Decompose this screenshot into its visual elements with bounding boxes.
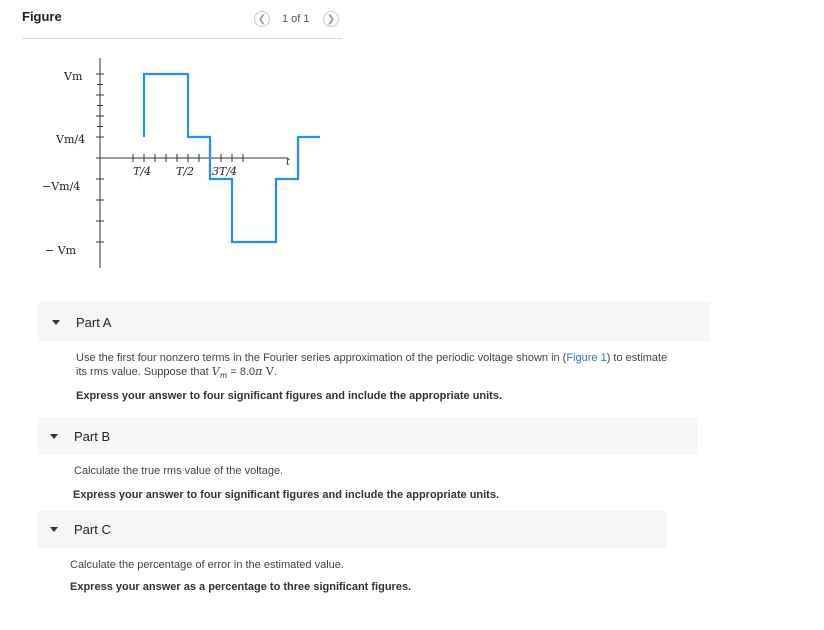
part-b-header[interactable] bbox=[38, 417, 697, 455]
part-a-text-3: its rms value. Suppose that bbox=[76, 366, 212, 378]
part-c-label: Part C bbox=[74, 522, 111, 537]
vm-equals: = 8.0 bbox=[227, 366, 256, 378]
part-a-header[interactable] bbox=[38, 302, 710, 342]
chevron-left-icon: ❮ bbox=[257, 13, 267, 25]
x-tick-label-t4: T/4 bbox=[133, 165, 152, 178]
part-b-instruction: Express your answer to four significant figures and include the appropriate units. bbox=[73, 489, 500, 501]
part-c-header[interactable] bbox=[38, 511, 666, 548]
voltage-waveform-chart bbox=[0, 40, 360, 280]
part-b-label: Part B bbox=[74, 428, 111, 444]
vm-variable: $V_m$ bbox=[211, 365, 228, 381]
caret-down-icon bbox=[50, 434, 58, 439]
next-figure-button[interactable] bbox=[323, 11, 339, 27]
figure-pager-text: 1 of 1 bbox=[282, 13, 310, 25]
part-c-instruction: Express your answer as a percentage to three significant figures. bbox=[70, 581, 412, 593]
figure-title: Figure bbox=[22, 9, 62, 24]
part-a-text-1: Use the first four nonzero terms in the Fourier series approximation of the periodic voltage shown in ( bbox=[76, 352, 567, 364]
part-c-question: Calculate the percentage of error in the estimated value. bbox=[70, 559, 344, 571]
pi-symbol: π bbox=[255, 365, 263, 378]
figure-divider bbox=[22, 38, 342, 39]
caret-down-icon bbox=[50, 527, 58, 532]
caret-down-icon bbox=[52, 320, 60, 325]
x-tick-label-3t4: 3T/4 bbox=[212, 165, 238, 178]
figure-1-link[interactable]: Figure 1 bbox=[566, 352, 607, 364]
part-a-instruction: Express your answer to four significant figures and include the appropriate units. bbox=[76, 390, 503, 402]
part-a-label: Part A bbox=[76, 314, 112, 330]
part-a-end: . bbox=[273, 366, 277, 378]
vm-unit: V bbox=[262, 365, 274, 378]
x-tick-label-t2: T/2 bbox=[176, 165, 195, 178]
part-b-question: Calculate the true rms value of the voltage. bbox=[74, 465, 284, 477]
x-axis-label: t bbox=[286, 157, 291, 168]
y-tick-label-vm-quarter: Vm/4 bbox=[56, 133, 86, 146]
y-tick-label-neg-vm: − Vm bbox=[45, 244, 77, 257]
part-a-text-2: ) to estimate bbox=[606, 352, 668, 364]
chevron-right-icon: ❯ bbox=[326, 13, 336, 25]
y-tick-label-vm: Vm bbox=[64, 70, 83, 83]
part-a-question bbox=[76, 352, 716, 382]
previous-figure-button[interactable] bbox=[254, 11, 270, 27]
y-tick-label-neg-vm-quarter: −Vm/4 bbox=[42, 180, 81, 193]
